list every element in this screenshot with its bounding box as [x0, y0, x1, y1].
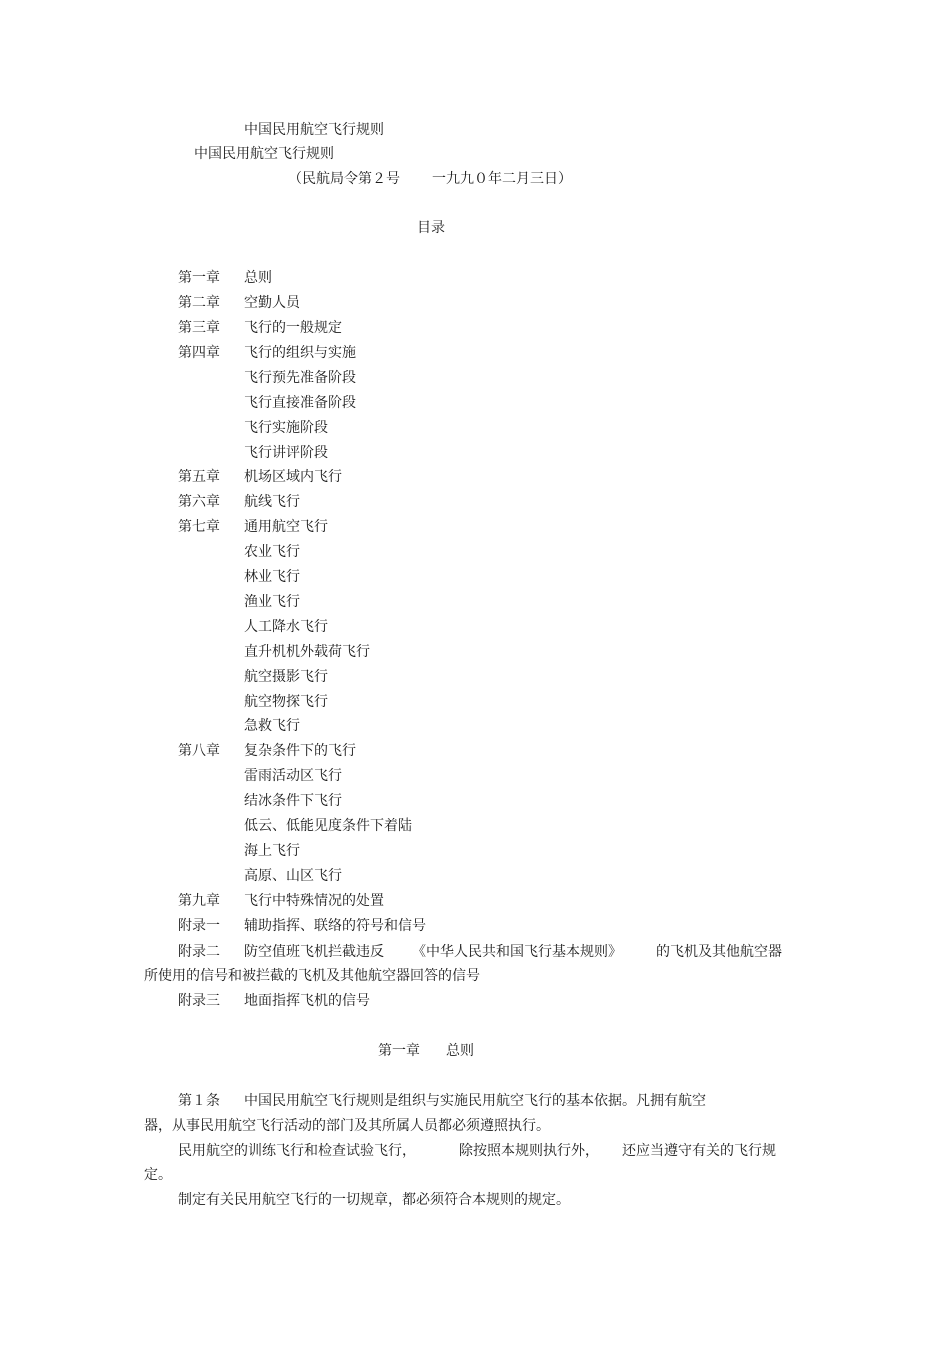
toc-appendix2-line2: 所使用的信号和被拦截的飞机及其他航空器回答的信号	[144, 968, 480, 984]
toc-entry-text: 航线飞行	[244, 494, 300, 510]
toc-appendix2-label: 附录二	[178, 944, 220, 960]
toc-entry-text: 结冰条件下飞行	[244, 793, 342, 809]
toc-entry-text: 总则	[244, 270, 272, 286]
toc-entry-text: 辅助指挥、联络的符号和信号	[244, 918, 426, 934]
toc-entry-text: 飞行的一般规定	[244, 320, 342, 336]
toc-entry-text: 海上飞行	[244, 843, 300, 859]
chapter-heading-label: 第一章	[378, 1043, 420, 1059]
toc-heading: 目录	[417, 220, 445, 236]
toc-entry-text: 复杂条件下的飞行	[244, 743, 356, 759]
toc-entry-text: 航空摄影飞行	[244, 669, 328, 685]
toc-appendix2-part-b: 《中华人民共和国飞行基本规则》	[412, 944, 622, 960]
toc-entry-text: 飞行直接准备阶段	[244, 395, 356, 411]
article-text-line1: 中国民用航空飞行规则是组织与实施民用航空飞行的基本依据。凡拥有航空	[244, 1093, 706, 1109]
toc-appendix3-label: 附录三	[178, 993, 220, 1009]
document-title-line1: 中国民用航空飞行规则	[244, 122, 384, 138]
toc-entry-label: 第一章	[178, 270, 220, 286]
toc-entry-label: 第八章	[178, 743, 220, 759]
paragraph-part-c: 还应当遵守有关的飞行规	[622, 1143, 776, 1159]
paragraph-part-a: 民用航空的训练飞行和检查试验飞行，	[178, 1143, 416, 1159]
toc-entry-text: 航空物探飞行	[244, 694, 328, 710]
toc-entry-text: 人工降水飞行	[244, 619, 328, 635]
article-label: 第１条	[178, 1093, 220, 1109]
toc-entry-text: 机场区域内飞行	[244, 469, 342, 485]
document-title-line2: 中国民用航空飞行规则	[194, 146, 334, 162]
toc-entry-text: 急救飞行	[244, 718, 300, 734]
toc-appendix3-text: 地面指挥飞机的信号	[244, 993, 370, 1009]
toc-entry-text: 林业飞行	[244, 569, 300, 585]
toc-appendix2-part-c: 的飞机及其他航空器	[656, 944, 782, 960]
toc-entry-label: 第三章	[178, 320, 220, 336]
paragraph-3: 制定有关民用航空飞行的一切规章，都必须符合本规则的规定。	[178, 1192, 570, 1208]
chapter-heading-title: 总则	[446, 1043, 474, 1059]
toc-entry-label: 第九章	[178, 893, 220, 909]
toc-entry-text: 飞行的组织与实施	[244, 345, 356, 361]
toc-entry-text: 渔业飞行	[244, 594, 300, 610]
toc-entry-text: 通用航空飞行	[244, 519, 328, 535]
toc-entry-text: 低云、低能见度条件下着陆	[244, 818, 412, 834]
paragraph-line2: 定。	[144, 1167, 172, 1183]
toc-entry-text: 飞行预先准备阶段	[244, 370, 356, 386]
toc-entry-text: 飞行中特殊情况的处置	[244, 893, 384, 909]
toc-entry-label: 第二章	[178, 295, 220, 311]
toc-entry-text: 高原、山区飞行	[244, 868, 342, 884]
toc-entry-text: 雷雨活动区飞行	[244, 768, 342, 784]
toc-entry-label: 第四章	[178, 345, 220, 361]
article-text-line2: 器，从事民用航空飞行活动的部门及其所属人员都必须遵照执行。	[144, 1118, 550, 1134]
toc-entry-label: 第七章	[178, 519, 220, 535]
toc-entry-text: 飞行讲评阶段	[244, 445, 328, 461]
toc-entry-text: 农业飞行	[244, 544, 300, 560]
toc-entry-text: 飞行实施阶段	[244, 420, 328, 436]
toc-entry-text: 直升机机外载荷飞行	[244, 644, 370, 660]
toc-appendix2-part-a: 防空值班飞机拦截违反	[244, 944, 384, 960]
toc-entry-label: 第六章	[178, 494, 220, 510]
decree-date: 一九九０年二月三日）	[432, 171, 572, 187]
paragraph-part-b: 除按照本规则执行外，	[459, 1143, 599, 1159]
toc-entry-label: 附录一	[178, 918, 220, 934]
toc-entry-text: 空勤人员	[244, 295, 300, 311]
decree-number: （民航局令第２号	[288, 171, 400, 187]
toc-entry-label: 第五章	[178, 469, 220, 485]
